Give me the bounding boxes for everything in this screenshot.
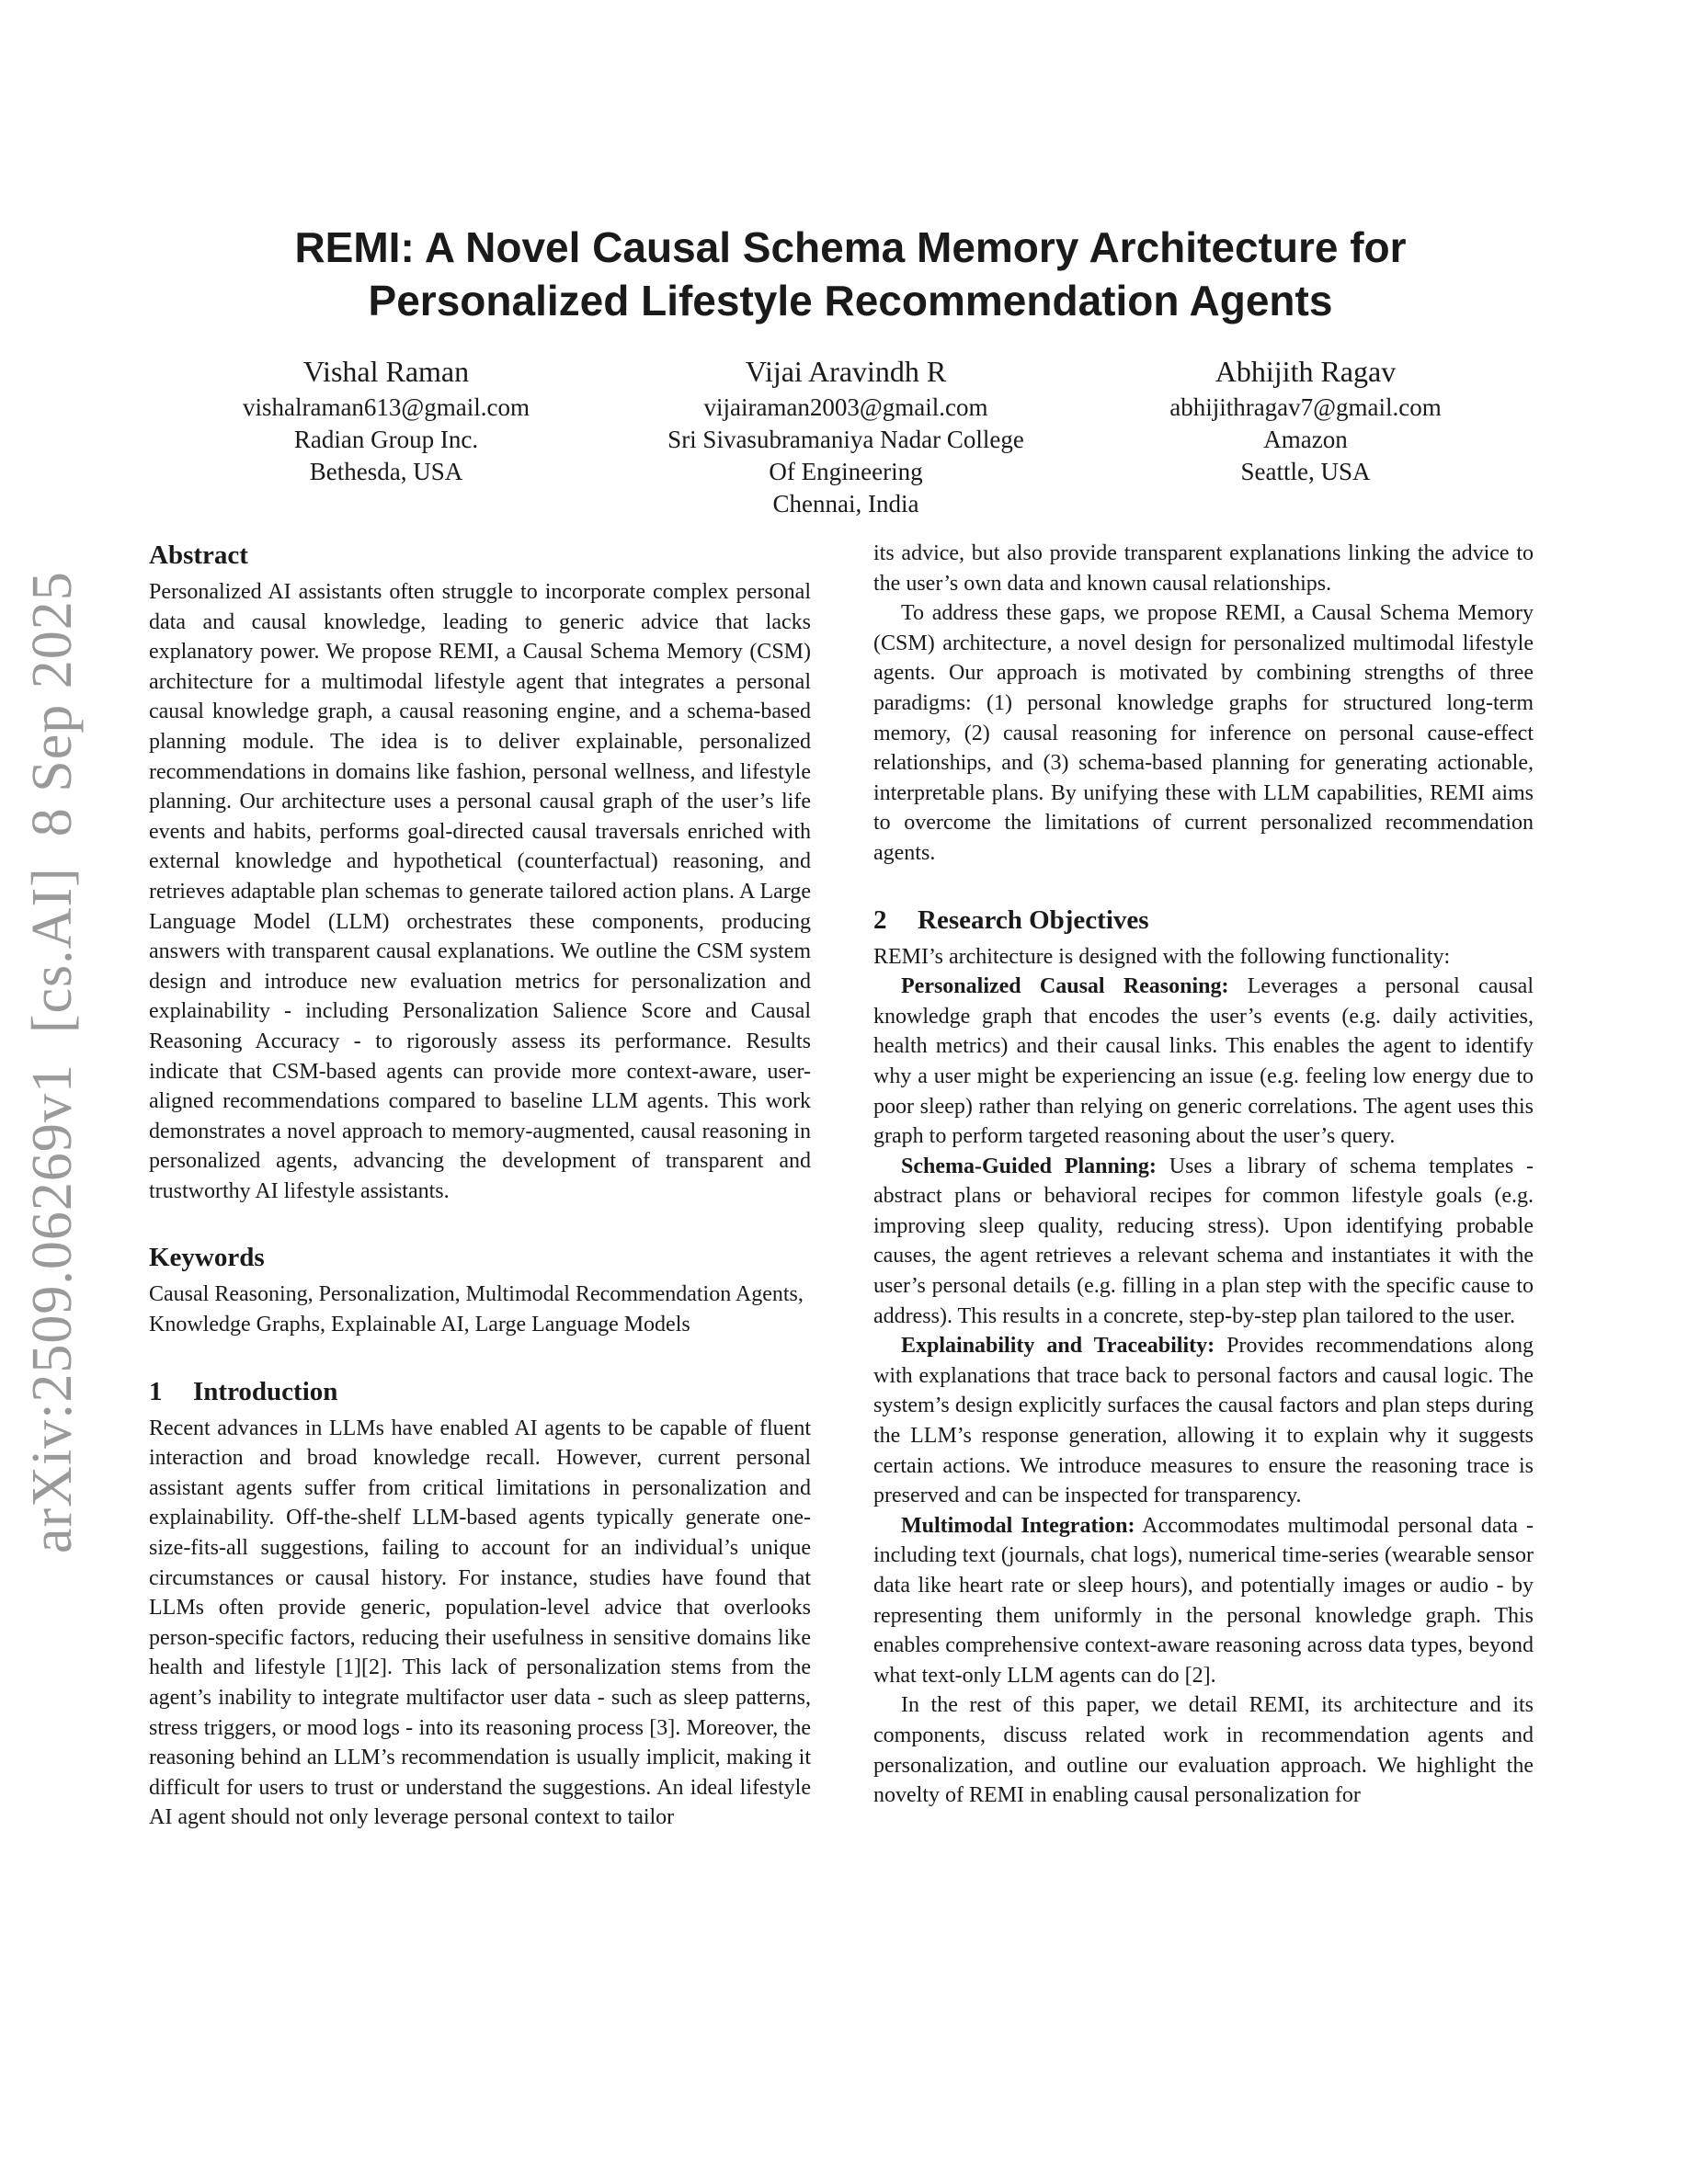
author-affiliation: Amazon — [1263, 426, 1348, 453]
left-column — [149, 539, 811, 1833]
author-affiliation: Sri Sivasubramaniya Nadar College — [667, 426, 1024, 453]
author-1 — [184, 353, 588, 488]
title-line-2: Personalized Lifestyle Recommendation Agents — [368, 277, 1333, 324]
author-block — [184, 353, 1508, 528]
author-name: Vijai Aravindh R — [745, 355, 947, 388]
objective-text: Accommodates multimodal personal data - including text (journals, chat logs), numerical time-series (wearable sensor data like heart rate or sleep hours), and potentially images or audio - by representing them uniformly in the personal knowledge graph. This enables comprehensive context-aware reasoning across data types, beyond what text-only LLM agents can do [2]. — [873, 1513, 1534, 1688]
paper-title — [147, 221, 1554, 327]
right-column — [873, 539, 1534, 1811]
section-number: 1 — [149, 1376, 163, 1406]
keywords-heading: Keywords — [149, 1243, 265, 1273]
introduction-paragraph: To address these gaps, we propose REMI, a Causal Schema Memory (CSM) architecture, a novel design for personalized multimodal lifestyle agents. Our approach is motivated by combining strengths of three paradigms: (1) personal knowledge graphs for structured long-term memory, (2) causal reasoning for inference on personal cause-effect relationships, and (3) schema-based planning for generating actionable, interpretable plans. By unifying these with LLM capabilities, REMI aims to overcome the limitations of current personalized recommendation agents. — [873, 601, 1534, 865]
author-location: Chennai, India — [772, 490, 919, 518]
objective-text: Leverages a personal causal knowledge graph that encodes the user’s events (e.g. daily activities, health metrics) and their causal links. This enables the agent to identify why a user might be experiencing an issue (e.g. feeling low energy due to poor sleep) rather than relying on generic correlations. The agent uses this graph to perform targeted reasoning about the user’s query. — [873, 974, 1534, 1149]
objective-text: Provides recommendations along with explanations that trace back to personal factors and causal logic. The system’s design explicitly surfaces the causal factors and plan steps during the LLM’s response generation, allowing it to explain why it suggests certain actions. We introduce measures to ensure the reasoning trace is preserved and can be inspected for transparency. — [873, 1334, 1534, 1508]
author-name: Abhijith Ragav — [1215, 355, 1397, 388]
author-affiliation: Radian Group Inc. — [293, 426, 479, 453]
objective-term: Multimodal Integration: — [901, 1513, 1135, 1538]
objective-text: Uses a library of schema templates - abstract plans or behavioral recipes for common lifestyle goals (e.g. improving sleep quality, reducing stress). Upon identifying probable causes, the agent retrieves a relevant schema and instantiates it with the user’s personal details (e.g. filling in a plan step with the specific cause to address). This results in a concrete, step-by-step plan tailored to the user. — [873, 1154, 1534, 1328]
objective-item — [873, 972, 1534, 1152]
abstract-heading: Abstract — [149, 540, 248, 570]
author-email: vijairaman2003@gmail.com — [703, 393, 988, 421]
objective-item — [873, 1331, 1534, 1511]
author-2 — [625, 353, 1066, 520]
arxiv-identifier: arXiv:2509.06269v1 [cs.AI] 8 Sep 2025 — [21, 571, 84, 1553]
author-email: vishalraman613@gmail.com — [242, 393, 530, 421]
keywords-text: Causal Reasoning, Personalization, Multimodal Recommendation Agents, Knowledge Graphs, Explainable AI, Large Language Models — [149, 1282, 804, 1337]
objective-item — [873, 1152, 1534, 1332]
author-location: Seattle, USA — [1240, 458, 1371, 485]
objectives-intro: REMI’s architecture is designed with the following functionality: — [873, 944, 1451, 969]
introduction-paragraph: Recent advances in LLMs have enabled AI agents to be capable of fluent interaction and broad knowledge recall. However, current personal assistant agents suffer from critical limitations in personalization and explainability. Off-the-shelf LLM-based agents typically generate one-size-fits-all suggestions, failing to account for an individual’s unique circumstances or causal history. For instance, studies have found that LLMs often provide generic, population-level advice that overlooks person-specific factors, reducing their usefulness in sensitive domains like health and lifestyle [1][2]. This lack of personalization stems from the agent’s inability to integrate multifactor user data - such as sleep patterns, stress triggers, or mood logs - into its reasoning process [3]. Moreover, the reasoning behind an LLM’s recommendation is usually implicit, making it difficult for users to trust or understand the suggestions. An ideal lifestyle AI agent should not only leverage personal context to tailor — [149, 1416, 811, 1830]
objective-term: Explainability and Traceability: — [901, 1334, 1215, 1359]
author-name: Vishal Raman — [302, 355, 470, 388]
abstract-text: Personalized AI assistants often struggle to incorporate complex personal data and causal knowledge, leading to generic advice that lacks explanatory power. We propose REMI, a Causal Schema Memory (CSM) architecture for a multimodal lifestyle agent that integrates a personal causal knowledge graph, a causal reasoning engine, and a schema-based planning module. The idea is to deliver explainable, personalized recommendations in domains like fashion, personal wellness, and lifestyle planning. Our architecture uses a personal causal graph of the user’s life events and habits, performs goal-directed causal traversals enriched with external knowledge and hypothetical (counterfactual) reasoning, and retrieves adaptable plan schemas to generate tailored action plans. A Large Language Model (LLM) orchestrates these components, producing answers with transparent causal explanations. We outline the CSM system design and introduce new evaluation metrics for personalization and explainability - including Personalization Salience Score and Causal Reasoning Accuracy - to rigorously assess its performance. Results indicate that CSM-based agents can provide more context-aware, user-aligned recommendations compared to baseline LLM agents. This work demonstrates a novel approach to memory-augmented, causal reasoning in personalized agents, advancing the development of transparent and trustworthy AI lifestyle assistants. — [149, 580, 811, 1203]
section-number: 2 — [873, 904, 887, 935]
objective-item — [873, 1511, 1534, 1691]
author-email: abhijithragav7@gmail.com — [1169, 393, 1442, 421]
objectives-heading — [873, 904, 1534, 937]
author-location: Bethesda, USA — [309, 458, 463, 485]
closing-paragraph: In the rest of this paper, we detail REMI, its architecture and its components, discuss related work in recommendation agents and personalization, and outline our evaluation approach. We highlight the novelty of REMI in enabling causal personalization for — [873, 1693, 1534, 1808]
section-title: Research Objectives — [918, 904, 1149, 935]
author-affiliation: Of Engineering — [769, 458, 923, 485]
section-title: Introduction — [193, 1376, 338, 1406]
introduction-paragraph-continued: its advice, but also provide transparent explanations linking the advice to the user’s own data and known causal relationships. — [873, 541, 1534, 596]
introduction-heading — [149, 1375, 811, 1408]
objective-term: Schema-Guided Planning: — [901, 1154, 1157, 1178]
author-3 — [1103, 353, 1508, 488]
objective-term: Personalized Causal Reasoning: — [901, 974, 1229, 999]
title-line-1: REMI: A Novel Causal Schema Memory Architecture for — [294, 223, 1407, 271]
